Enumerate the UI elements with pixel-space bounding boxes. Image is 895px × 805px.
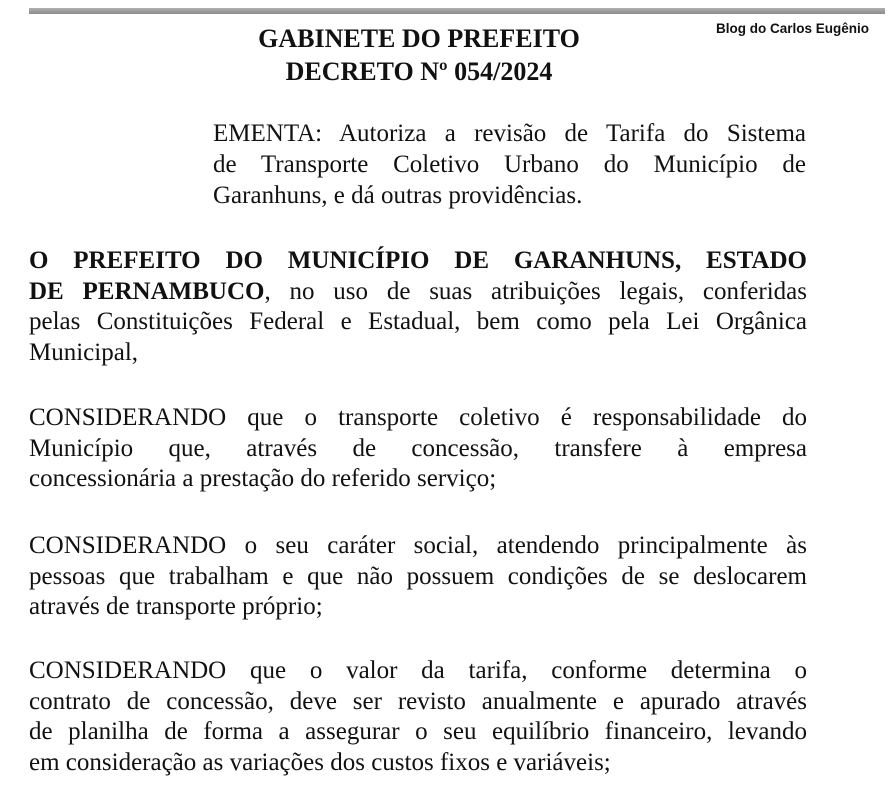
preamble-paragraph: [29, 246, 807, 368]
ementa-line: Garanhuns, e dá outras providências.: [213, 182, 583, 209]
preamble-line: pelas Constituições Federal e Estadual, bem como pela Lei Orgânica: [29, 308, 807, 335]
preamble-line: Municipal,: [29, 338, 139, 366]
preamble-text: , no uso de suas atribuições legais, conferidas: [264, 277, 807, 305]
paragraph-line: através de transporte próprio;: [29, 593, 323, 620]
preamble-state-name: DE PERNAMBUCO: [29, 277, 265, 305]
paragraph-line: concessionária a prestação do referido serviço;: [29, 465, 497, 492]
paragraph-line: pessoas que trabalham e que não possuem condições de se deslocarem: [29, 562, 807, 590]
paragraph-line: CONSIDERANDO que o transporte coletivo é responsabilidade do: [29, 404, 807, 431]
top-rule: [29, 8, 885, 14]
considerando-paragraph-3: [29, 656, 807, 778]
paragraph-line: em consideração as variações dos custos fixos e variáveis;: [29, 748, 611, 776]
paragraph-line: CONSIDERANDO que o valor da tarifa, conforme determina o: [29, 657, 807, 684]
ementa-line: de Transporte Coletivo Urbano do Município de: [213, 151, 806, 178]
ementa-block: [213, 118, 806, 211]
paragraph-line: de planilha de forma a assegurar o seu equilíbrio financeiro, levando: [29, 718, 807, 745]
paragraph-line: contrato de concessão, deve ser revisto anualmente e apurado através: [29, 687, 807, 715]
blog-watermark: Blog do Carlos Eugênio: [716, 21, 870, 36]
preamble-line: [29, 277, 807, 308]
considerando-paragraph-1: [29, 403, 807, 495]
paragraph-line: CONSIDERANDO o seu caráter social, atendendo principalmente às: [29, 532, 807, 559]
considerando-paragraph-2: [29, 531, 807, 623]
office-title: GABINETE DO PREFEITO: [258, 24, 580, 53]
preamble-line: O PREFEITO DO MUNICÍPIO DE GARANHUNS, ESTADO: [29, 247, 807, 274]
decree-title: DECRETO Nº 054/2024: [285, 57, 553, 86]
paragraph-line: Município que, através de concessão, transfere à empresa: [29, 434, 807, 462]
ementa-line: EMENTA: Autoriza a revisão de Tarifa do Sistema: [213, 120, 806, 147]
